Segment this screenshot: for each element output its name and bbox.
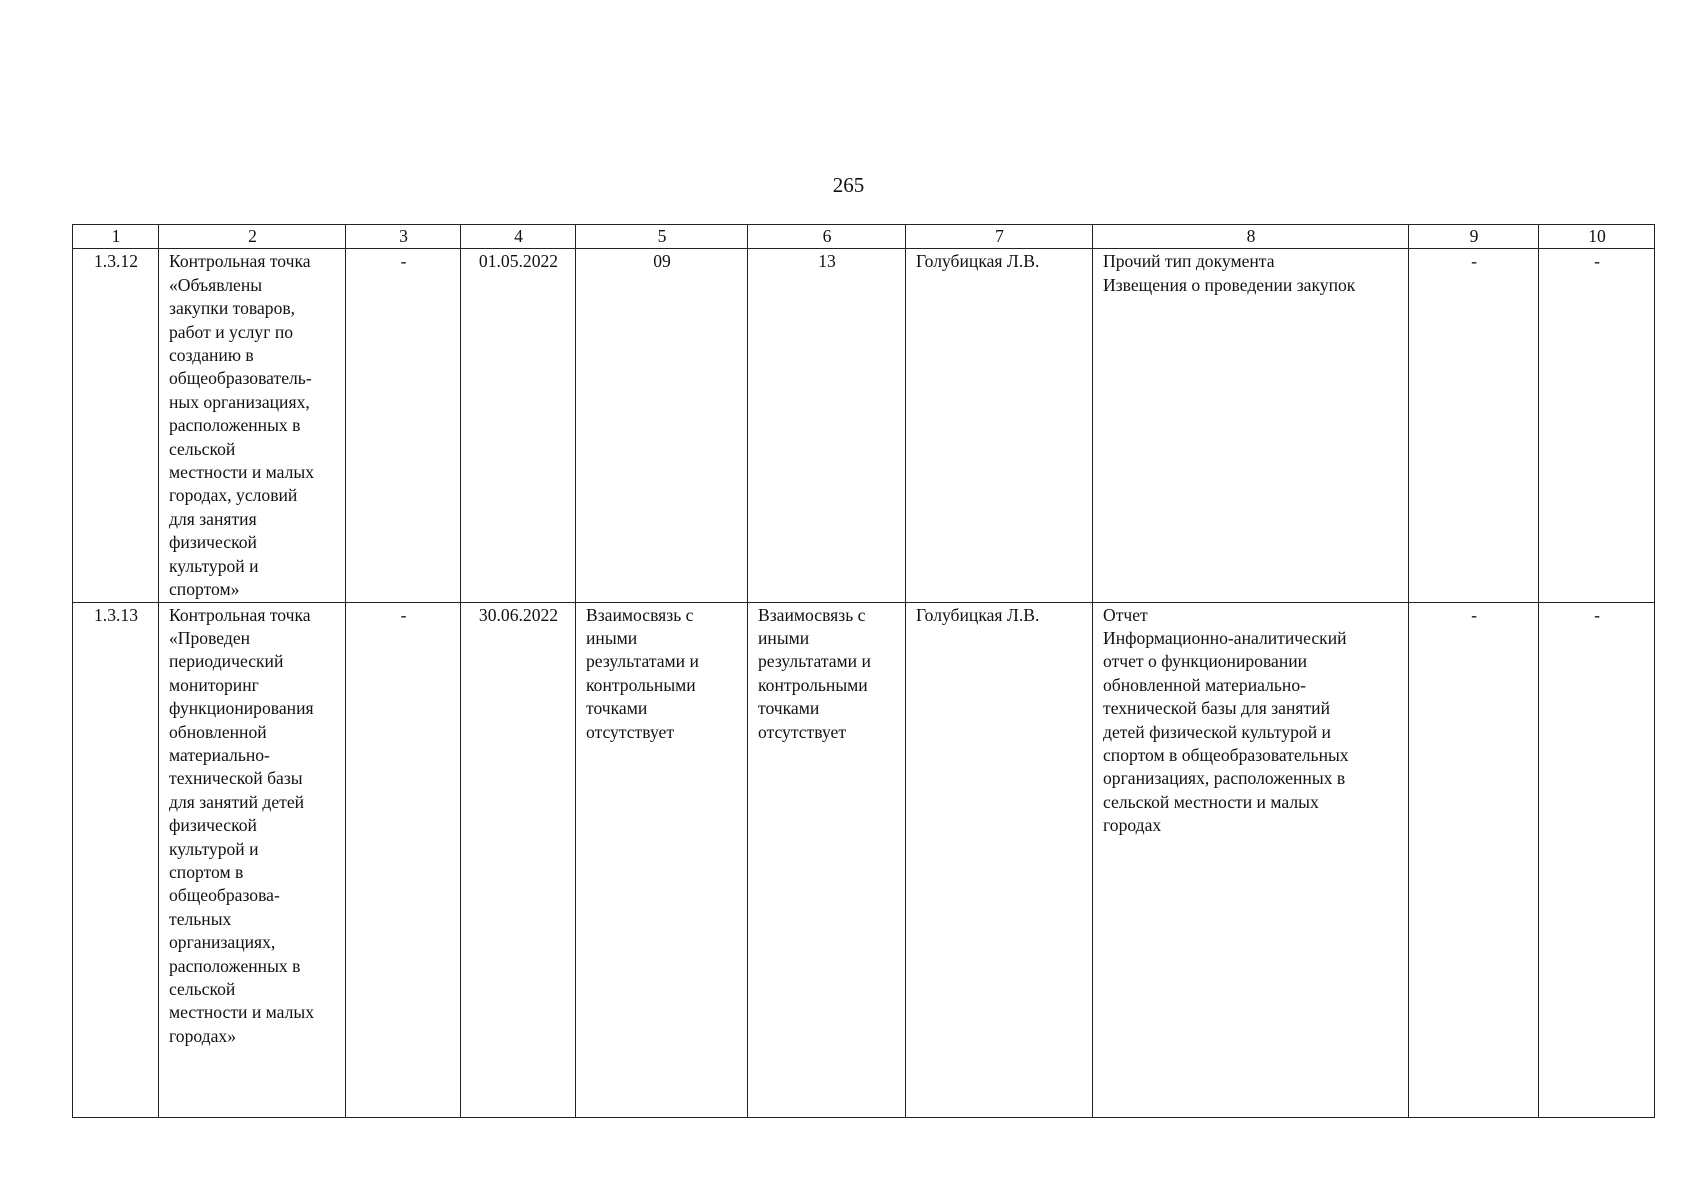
cell-text-line: тельных <box>169 908 232 929</box>
cell-text-line: периодический <box>169 651 284 672</box>
cell-text-line: спортом в общеобразовательных <box>1103 744 1349 765</box>
cell-text-line: физической <box>169 532 257 553</box>
cell-text-line: 09 <box>653 251 671 272</box>
document-type <box>1093 249 1409 602</box>
cell-text-line: сельской <box>169 979 236 999</box>
cell-text-line: местности и малых <box>169 462 315 483</box>
column-number-2: 2 <box>159 225 346 249</box>
cell-text-line: технической базы <box>169 768 303 789</box>
cell-text-line: Взаимосвязь с <box>758 604 866 625</box>
cell-text-line: технической базы для занятий <box>1103 698 1331 719</box>
column-3-value: - <box>346 602 461 1117</box>
column-number-8: 8 <box>1093 225 1409 249</box>
cell-text-line: физической <box>169 815 257 836</box>
cell-text-line: работ и услуг по <box>169 321 294 342</box>
cell-text-line: организациях, <box>169 932 276 953</box>
table-row <box>73 249 1655 602</box>
column-10-value: - <box>1539 249 1655 602</box>
cell-text-line: расположенных в <box>169 955 301 976</box>
cell-text-line: культурой и <box>169 555 259 576</box>
cell-text-line: обновленной <box>169 721 267 742</box>
column-10-value: - <box>1539 602 1655 1117</box>
cell-text-line: материально- <box>169 744 270 765</box>
cell-text-line: созданию в <box>169 345 254 366</box>
column-number-10: 10 <box>1539 225 1655 249</box>
responsible-person: Голубицкая Л.В. <box>906 249 1093 602</box>
cell-text-line: Взаимосвязь с <box>586 604 694 625</box>
cell-text-line: местности и малых <box>169 1002 315 1023</box>
cell-text-line: отсутствует <box>758 721 847 742</box>
cell-text-line: спортом» <box>169 579 240 600</box>
cell-text-line: сельской местности и малых <box>1103 791 1319 812</box>
column-6-value <box>748 249 906 602</box>
checkpoint-description <box>159 602 346 1117</box>
column-9-value: - <box>1409 249 1539 602</box>
cell-text-line: общеобразова- <box>169 885 280 906</box>
column-number-5: 5 <box>576 225 748 249</box>
column-number-6: 6 <box>748 225 906 249</box>
cell-text-line: отсутствует <box>586 721 675 742</box>
cell-text-line: Контрольная точка <box>169 251 311 272</box>
cell-text-line: сельской <box>169 438 236 459</box>
cell-text-line: расположенных в <box>169 415 301 436</box>
cell-text-line: организациях, расположенных в <box>1103 768 1346 789</box>
cell-text-line: точками <box>586 698 648 719</box>
cell-text-line: для занятий детей <box>169 791 305 812</box>
cell-text-line: 13 <box>818 251 836 272</box>
column-number-7: 7 <box>906 225 1093 249</box>
column-number-1: 1 <box>73 225 159 249</box>
cell-text-line: результатами и <box>758 651 871 672</box>
cell-text-line: функционирования <box>169 698 314 719</box>
cell-text-line: «Проведен <box>169 627 251 648</box>
cell-text-line: иными <box>586 627 638 648</box>
cell-text-line: Контрольная точка <box>169 604 311 625</box>
item-number: 1.3.13 <box>73 602 159 1117</box>
column-number-3: 3 <box>346 225 461 249</box>
table-row <box>73 602 1655 1117</box>
cell-text-line: Извещения о проведении закупок <box>1103 274 1356 295</box>
cell-text-line: для занятия <box>169 508 257 529</box>
cell-text-line: Прочий тип документа <box>1103 251 1275 272</box>
cell-text-line: точками <box>758 698 820 719</box>
cell-text-line: закупки товаров, <box>169 298 296 319</box>
column-number-4: 4 <box>461 225 576 249</box>
column-6-value <box>748 602 906 1117</box>
cell-text-line: «Объявлены <box>169 274 263 295</box>
checkpoint-description <box>159 249 346 602</box>
cell-text-line: общеобразователь- <box>169 368 312 389</box>
header-row <box>73 225 1655 249</box>
checkpoint-date: 30.06.2022 <box>461 602 576 1117</box>
cell-text-line: обновленной материально- <box>1103 674 1306 695</box>
checkpoint-date: 01.05.2022 <box>461 249 576 602</box>
cell-text-line: мониторинг <box>169 674 259 695</box>
cell-text-line: отчет о функционировании <box>1103 651 1308 672</box>
column-5-value <box>576 602 748 1117</box>
column-3-value: - <box>346 249 461 602</box>
cell-text-line: контрольными <box>586 674 696 695</box>
cell-text-line: результатами и <box>586 651 699 672</box>
column-5-value <box>576 249 748 602</box>
cell-text-line: городах <box>1103 815 1162 836</box>
responsible-person: Голубицкая Л.В. <box>906 602 1093 1117</box>
plan-table <box>72 224 1655 1118</box>
cell-text-line: городах» <box>169 1025 237 1046</box>
cell-text-line: ных организациях, <box>169 391 310 412</box>
cell-text-line: Отчет <box>1103 604 1148 625</box>
cell-text-line: иными <box>758 627 810 648</box>
item-number: 1.3.12 <box>73 249 159 602</box>
page-number: 265 <box>832 173 865 197</box>
document-type <box>1093 602 1409 1117</box>
cell-text-line: городах, условий <box>169 485 298 506</box>
column-9-value: - <box>1409 602 1539 1117</box>
cell-text-line: Информационно-аналитический <box>1103 627 1347 648</box>
cell-text-line: спортом в <box>169 861 244 882</box>
cell-text-line: контрольными <box>758 674 868 695</box>
column-number-9: 9 <box>1409 225 1539 249</box>
cell-text-line: детей физической культурой и <box>1103 721 1331 742</box>
cell-text-line: культурой и <box>169 838 259 859</box>
